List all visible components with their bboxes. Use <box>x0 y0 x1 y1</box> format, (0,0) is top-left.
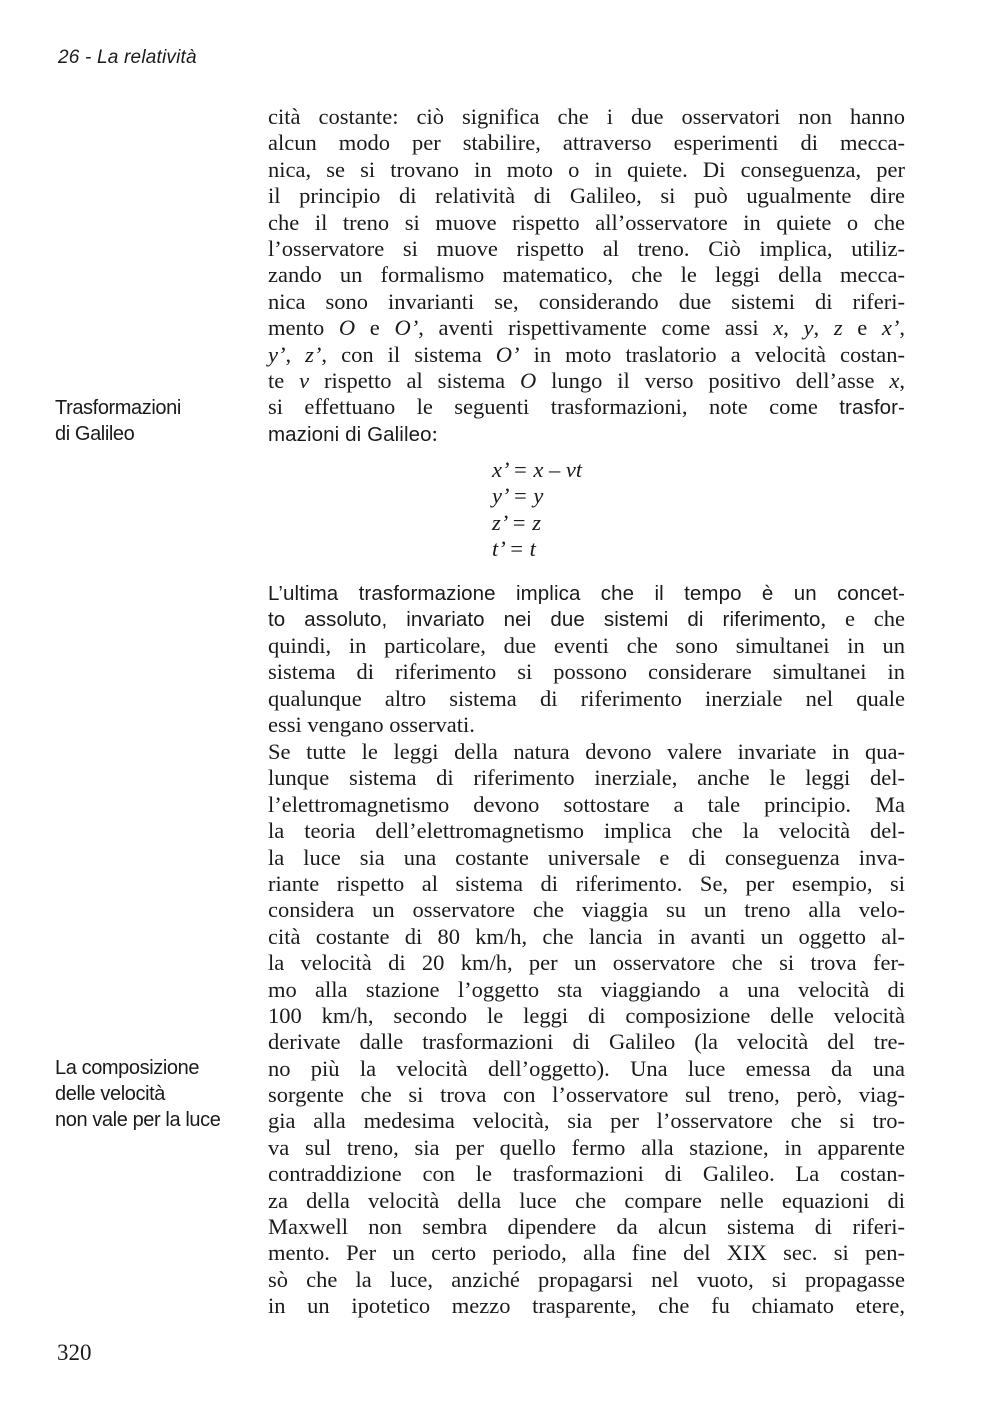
text-line: derivate dalle trasformazioni di Galileo (la velocità del tre- <box>268 1029 905 1055</box>
text-line: nica, se si trovano in moto o in quiete. Di conseguenza, per <box>268 156 905 182</box>
text-line: la teoria dell’elettromagnetismo implica che la velocità del- <box>268 818 905 844</box>
text-line: sò che la luce, anziché propagarsi nel vuoto, si propagasse <box>268 1266 905 1292</box>
text-line: qualunque altro sistema di riferimento inerziale nel quale <box>268 685 905 711</box>
page-number: 320 <box>57 1340 92 1365</box>
text-line: si effettuano le seguenti trasformazioni, note come trasfor- <box>268 394 905 420</box>
text-line: zando un formalismo matematico, che le leggi della mecca- <box>268 262 905 288</box>
text-line: Se tutte le leggi della natura devono valere invariate in qua- <box>268 739 905 764</box>
text-line: essi vengano osservati. <box>268 711 475 737</box>
text-line: che il treno si muove rispetto all’osservatore in quiete o che <box>268 209 905 235</box>
text-line: y’, z’, con il sistema O’ in moto traslatorio a velocità costan- <box>268 341 906 367</box>
equation-z: z’ = z <box>492 509 541 535</box>
text-line: la luce sia una costante universale e di conseguenza inva- <box>268 844 905 870</box>
text-line: gia alla medesima velocità, sia per l’osservatore che si tro- <box>268 1108 905 1134</box>
text-line: va sul treno, sia per quello fermo alla stazione, in apparente <box>268 1134 905 1160</box>
text-line: te v rispetto al sistema O lungo il verso positivo dell’asse x, <box>268 367 906 393</box>
text-line: lunque sistema di riferimento inerziale, anche le leggi del- <box>268 765 905 791</box>
paragraph-relativity-principle <box>268 104 905 447</box>
text-line: la velocità di 20 km/h, per un osservatore che si trova fer- <box>268 950 905 976</box>
text-line: riante rispetto al sistema di riferimento. Se, per esempio, si <box>268 870 905 896</box>
text-line: considera un osservatore che viaggia su un treno alla velo- <box>268 897 905 923</box>
running-head: 26 - La relatività <box>58 47 197 68</box>
paragraph-electromagnetism <box>268 739 905 1320</box>
text-line: za della velocità della luce che compare nelle equazioni di <box>268 1187 905 1213</box>
equation-y: y’ = y <box>492 483 544 509</box>
text-line: Maxwell non sembra dipendere da alcun sistema di riferi- <box>268 1214 905 1240</box>
margin-note-line: La composizione <box>55 1057 200 1079</box>
text-line: nica sono invarianti se, considerando due sistemi di riferi- <box>268 288 905 314</box>
text-line: quindi, in particolare, due eventi che sono simultanei in un <box>268 632 905 658</box>
text-line: in un ipotetico mezzo trasparente, che fu chiamato etere, <box>268 1293 905 1319</box>
margin-note-galileo-transformations <box>55 395 181 447</box>
margin-note-line: delle velocità <box>55 1083 166 1105</box>
margin-note-velocity-composition <box>55 1055 220 1133</box>
margin-note-line: Trasformazioni <box>55 397 181 419</box>
text-line: contraddizione con le trasformazioni di Galileo. La costan- <box>268 1161 905 1187</box>
text-line: mento O e O’, aventi rispettivamente come assi x, y, z e x’, <box>268 315 905 341</box>
text-line: alcun modo per stabilire, attraverso esperimenti di mecca- <box>268 130 905 156</box>
text-line: sorgente che si trova con l’osservatore sul treno, però, viag- <box>268 1082 905 1108</box>
galileo-equations <box>492 457 582 563</box>
equation-x: x’ = x – vt <box>492 457 583 482</box>
equation-t: t’ = t <box>492 536 536 562</box>
term-galileo-transformations: mazioni di Galileo <box>268 422 432 446</box>
text-line: sistema di riferimento si possono considerare simultanei in <box>268 659 905 685</box>
text-line: l’elettromagnetismo devono sottostare a tale principio. Ma <box>268 791 905 817</box>
text-line: 100 km/h, secondo le leggi di composizione delle velocità <box>268 1002 905 1028</box>
text-line: cità costante: ciò significa che i due osservatori non hanno <box>268 104 905 129</box>
text-line: mazioni di Galileo: <box>268 420 438 446</box>
margin-note-line: non vale per la luce <box>55 1109 221 1131</box>
text-line: to assoluto, invariato nei due sistemi di riferimento, e che <box>268 606 905 632</box>
text-line: mento. Per un certo periodo, alla fine del XIX sec. si pen- <box>268 1240 905 1266</box>
text-line: no più la velocità dell’oggetto). Una luce emessa da una <box>268 1055 905 1081</box>
text-line: mo alla stazione l’oggetto sta viaggiando a una velocità di <box>268 976 905 1002</box>
paragraph-absolute-time <box>268 580 905 738</box>
text-line: L’ultima trasformazione implica che il tempo è un concet- <box>268 582 905 605</box>
text-line: il principio di relatività di Galileo, si può ugualmente dire <box>268 183 905 209</box>
margin-note-line: di Galileo <box>55 423 135 445</box>
text-line: l’osservatore si muove rispetto al treno. Ciò implica, utiliz- <box>268 235 905 261</box>
term-galileo-transformations: trasfor- <box>839 396 905 420</box>
text-line: cità costante di 80 km/h, che lancia in avanti un oggetto al- <box>268 923 905 949</box>
